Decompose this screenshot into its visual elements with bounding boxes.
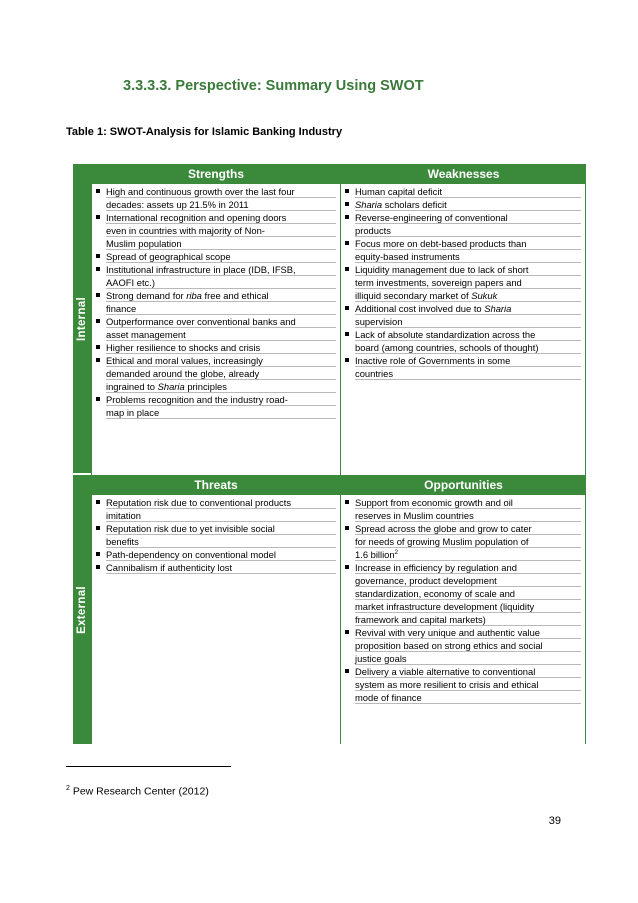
- weaknesses-item: Inactive role of Governments in some countries: [343, 354, 584, 380]
- external-label: External: [73, 475, 91, 744]
- strengths-item: Higher resilience to shocks and crisis: [94, 341, 339, 354]
- opportunities-item: Support from economic growth and oil reserves in Muslim countries: [343, 496, 584, 522]
- weaknesses-item: Focus more on debt-based products than equity-based instruments: [343, 237, 584, 263]
- section-heading: 3.3.3.3. Perspective: Summary Using SWOT: [123, 78, 424, 94]
- opportunities-header: Opportunities: [341, 475, 586, 495]
- swot-table: [73, 164, 586, 744]
- weaknesses-item: Human capital deficit: [343, 185, 584, 198]
- weaknesses-quadrant: [343, 185, 584, 380]
- table-divider: [585, 164, 586, 744]
- opportunities-item: Revival with very unique and authentic value proposition based on strong ethics and social justice goals: [343, 626, 584, 665]
- threats-item: Reputation risk due to yet invisible social benefits: [94, 522, 339, 548]
- weaknesses-item: Sharia scholars deficit: [343, 198, 584, 211]
- weaknesses-header: Weaknesses: [341, 164, 586, 184]
- opportunities-item: Delivery a viable alternative to conventional system as more resilient to crisis and ethical mode of finance: [343, 665, 584, 704]
- weaknesses-item: Liquidity management due to lack of short term investments, sovereign papers and illiquid secondary market of Sukuk: [343, 263, 584, 302]
- strengths-item: Institutional infrastructure in place (IDB, IFSB, AAOFI etc.): [94, 263, 339, 289]
- strengths-item: Ethical and moral values, increasingly demanded around the globe, already ingrained to Sharia principles: [94, 354, 339, 393]
- threats-quadrant: [94, 496, 339, 574]
- strengths-item: Problems recognition and the industry road- map in place: [94, 393, 339, 419]
- strengths-item: International recognition and opening doors even in countries with majority of Non- Muslim population: [94, 211, 339, 250]
- threats-item: Path-dependency on conventional model: [94, 548, 339, 561]
- table-caption: Table 1: SWOT-Analysis for Islamic Banking Industry: [66, 126, 343, 138]
- weaknesses-item: Reverse-engineering of conventional products: [343, 211, 584, 237]
- strengths-header: Strengths: [92, 164, 340, 184]
- footnote-rule: [66, 766, 231, 767]
- threats-header: Threats: [92, 475, 340, 495]
- threats-item: Cannibalism if authenticity lost: [94, 561, 339, 574]
- footnote: $^2$ Pew Research Center (2012): [66, 785, 209, 798]
- strengths-item: High and continuous growth over the last four decades: assets up 21.5% in 2011: [94, 185, 339, 211]
- strengths-item: Strong demand for riba free and ethical finance: [94, 289, 339, 315]
- threats-item: Reputation risk due to conventional products imitation: [94, 496, 339, 522]
- weaknesses-item: Lack of absolute standardization across the board (among countries, schools of thought): [343, 328, 584, 354]
- strengths-item: Spread of geographical scope: [94, 250, 339, 263]
- opportunities-item: Increase in efficiency by regulation and governance, product development standardization, economy of scale and market infrastructure development (liquidity framework and capital markets): [343, 561, 584, 626]
- page-number: 39: [548, 815, 561, 827]
- opportunities-quadrant: [343, 496, 584, 704]
- table-divider: [91, 164, 92, 744]
- strengths-item: Outperformance over conventional banks and asset management: [94, 315, 339, 341]
- internal-label: Internal: [73, 164, 91, 473]
- weaknesses-item: Additional cost involved due to Sharia supervision: [343, 302, 584, 328]
- table-divider: [340, 164, 341, 744]
- opportunities-item: Spread across the globe and grow to cater for needs of growing Muslim population of 1.6 billion$^2$: [343, 522, 584, 561]
- strengths-quadrant: [94, 185, 339, 419]
